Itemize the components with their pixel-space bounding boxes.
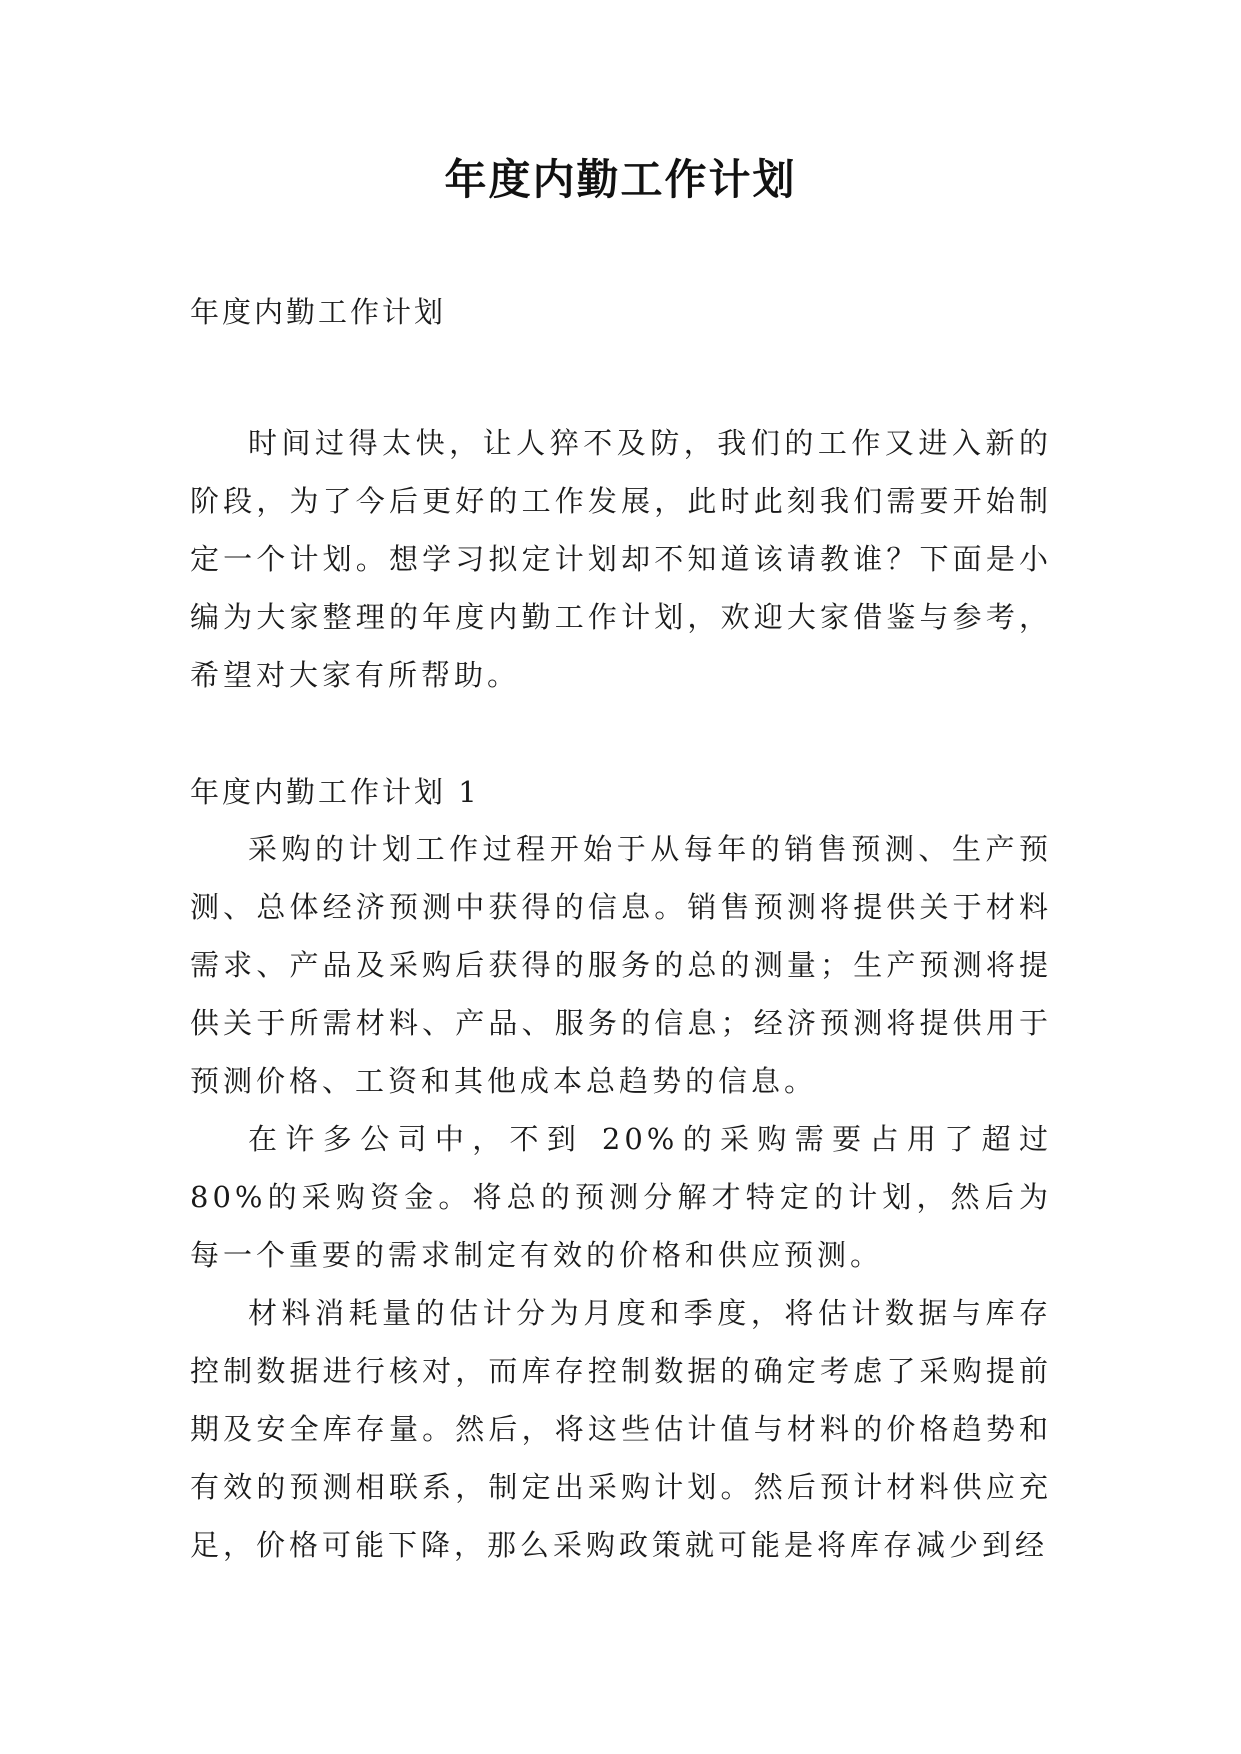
body-paragraph: 采购的计划工作过程开始于从每年的销售预测、生产预测、总体经济预测中获得的信息。销售预测将提供关于材料需求、产品及采购后获得的服务的总的测量；生产预测将提供关于所需材料、产品、服务的信息；经济预测将提供用于预测价格、工资和其他成本总趋势的信息。 — [190, 832, 1052, 1098]
body-paragraph: 在许多公司中，不到 20%的采购需要占用了超过 80%的采购资金。将总的预测分解才特定的计划，然后为每一个重要的需求制定有效的价格和供应预测。 — [190, 1122, 1052, 1272]
document-body — [190, 292, 1052, 1574]
body-paragraph: 材料消耗量的估计分为月度和季度，将估计数据与库存控制数据进行核对，而库存控制数据的确定考虑了采购提前期及安全库存量。然后，将这些估计值与材料的价格趋势和有效的预测相联系，制定出采购计划。然后预计材料供应充足，价格可能下降，那么采购政策就可能是将库存减少到经 — [190, 1296, 1052, 1562]
section-body — [190, 820, 1052, 1574]
section-heading: 年度内勤工作计划 1 — [190, 775, 480, 809]
page-title: 年度内勤工作计划 — [444, 155, 797, 204]
intro-paragraph: 时间过得太快，让人猝不及防，我们的工作又进入新的阶段，为了今后更好的工作发展，此时此刻我们需要开始制定一个计划。想学习拟定计划却不知道该请教谁？下面是小编为大家整理的年度内勤工作计划，欢迎大家借鉴与参考，希望对大家有所帮助。 — [190, 426, 1052, 692]
document-subtitle: 年度内勤工作计划 — [190, 295, 447, 329]
